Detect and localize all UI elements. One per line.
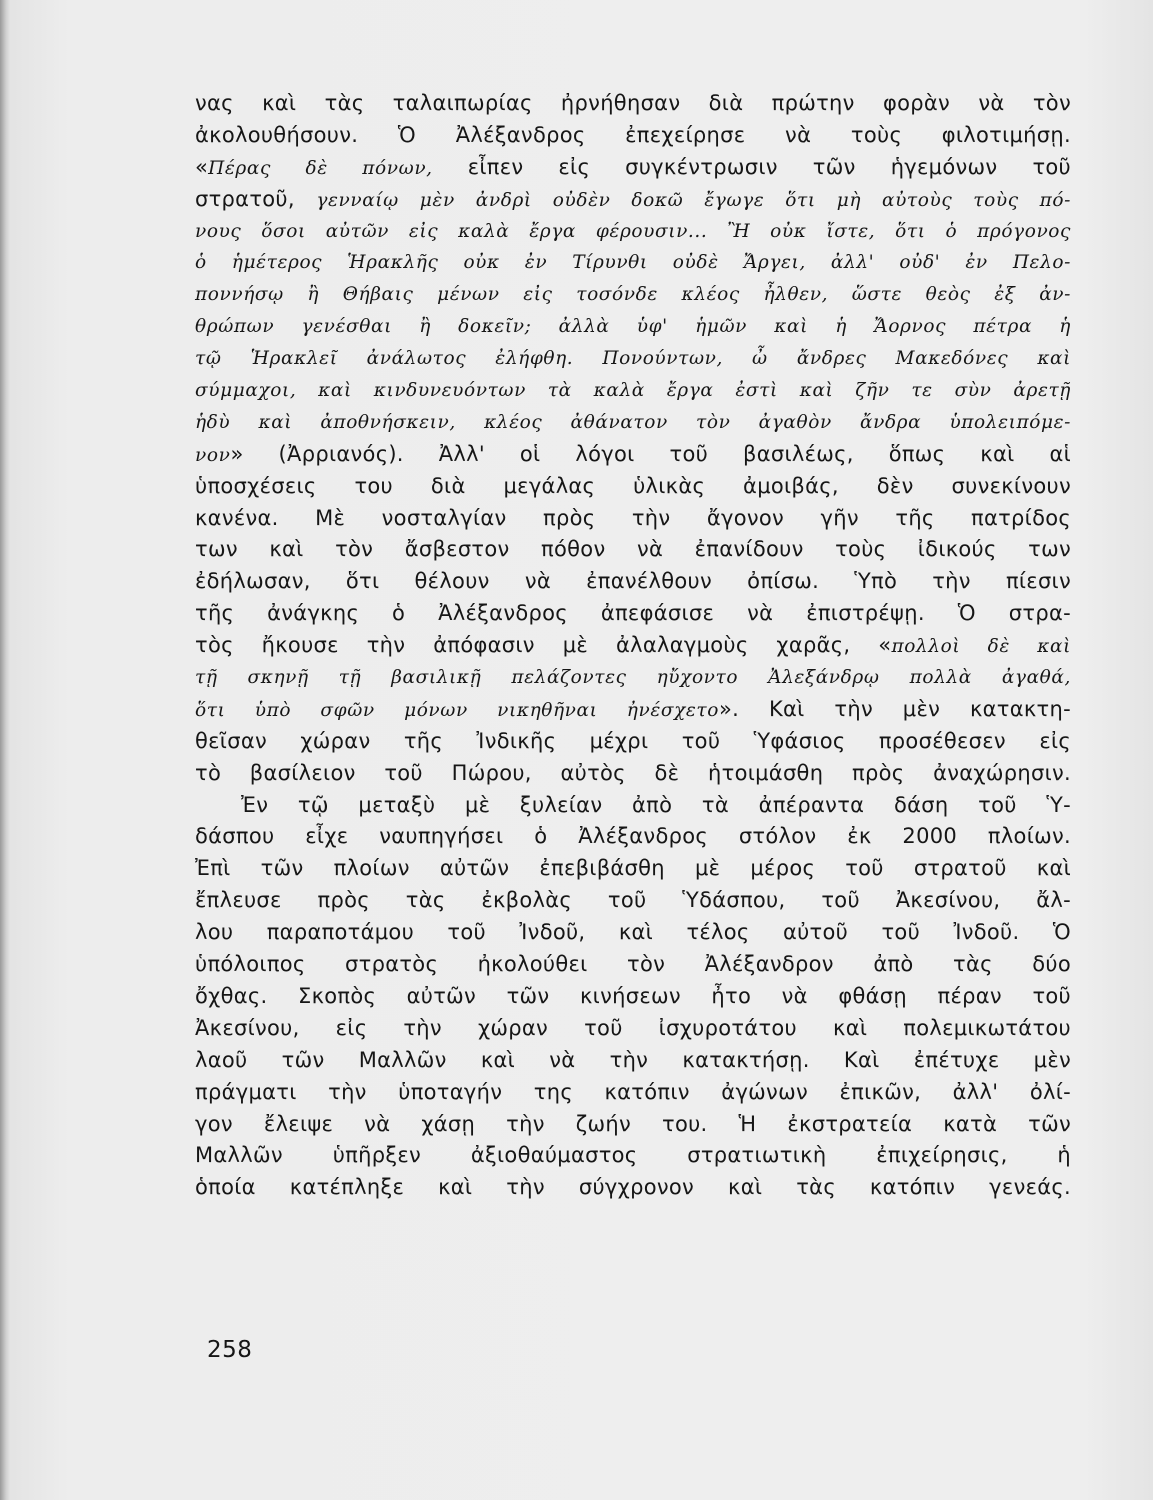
- text-line: γον ἔλειψε νὰ χάσῃ τὴν ζωήν του. Ἡ ἐκστρατεία κατὰ τῶν: [195, 1111, 1071, 1136]
- text-line: ἐδήλωσαν, ὅτι θέλουν νὰ ἐπανέλθουν ὀπίσω. Ὑπὸ τὴν πίεσιν: [195, 569, 1071, 594]
- text-line: πράγματι τὴν ὑποταγήν της κατόπιν ἀγώνων ἐπικῶν, ἀλλ' ὀλί-: [195, 1079, 1071, 1104]
- text-line: δάσπου εἶχε ναυπηγήσει ὁ Ἀλέξανδρος στόλον ἐκ 2000 πλοίων.: [195, 824, 1071, 849]
- text-line: Ἐπὶ τῶν πλοίων αὐτῶν ἐπεβιβάσθη μὲ μέρος τοῦ στρατοῦ καὶ: [195, 856, 1071, 881]
- text-line: ὄχθας. Σκοπὸς αὐτῶν τῶν κινήσεων ἦτο νὰ φθάσῃ πέραν τοῦ: [195, 983, 1071, 1008]
- text-line: νους ὅσοι αὐτῶν εἰς καλὰ ἔργα φέρουσιν... Ἢ οὐκ ἴστε, ὅτι ὁ πρόγονος: [195, 220, 1071, 242]
- text-line: Μαλλῶν ὑπῆρξεν ἀξιοθαύμαστος στρατιωτικὴ ἐπιχείρησις, ἡ: [195, 1143, 1071, 1168]
- text-span: στρατοῦ,: [195, 186, 317, 211]
- text-line: ἀκολουθήσουν. Ὁ Ἀλέξανδρος ἐπεχείρησε νὰ τοὺς φιλοτιμήσῃ.: [195, 122, 1071, 147]
- text-line: σύμμαχοι, καὶ κινδυνευόντων τὰ καλὰ ἔργα ἐστὶ καὶ ζῆν τε σὺν ἀρετῇ: [195, 380, 1071, 402]
- page-edge-shadow: [0, 0, 10, 1500]
- text-line: [195, 184, 1071, 216]
- text-line: κανένα. Μὲ νοσταλγίαν πρὸς τὴν ἄγονον γῆν τῆς πατρίδος: [195, 505, 1071, 530]
- text-line: λου παραποτάμου τοῦ Ἰνδοῦ, καὶ τέλος αὐτοῦ τοῦ Ἰνδοῦ. Ὁ: [195, 920, 1071, 945]
- text-span: τὸς ἤκουσε τὴν ἀπόφασιν μὲ ἀλαλαγμοὺς χαρᾶς, «: [195, 633, 892, 658]
- text-line: τὸ βασίλειον τοῦ Πώρου, αὐτὸς δὲ ἡτοιμάσθη πρὸς ἀναχώρησιν.: [195, 760, 1071, 785]
- text-line: ὁποία κατέπληξε καὶ τὴν σύγχρονον καὶ τὰς κατόπιν γενεάς.: [195, 1175, 1071, 1200]
- text-line: [195, 694, 1071, 726]
- text-line: ποννήσῳ ἢ Θήβαις μένων εἰς τοσόνδε κλέος ἦλθεν, ὥστε θεὸς ἐξ ἀν-: [195, 284, 1071, 306]
- text-line: [195, 439, 1071, 471]
- text-line: τῆς ἀνάγκης ὁ Ἀλέξανδρος ἀπεφάσισε νὰ ἐπιστρέψῃ. Ὁ στρα-: [195, 601, 1071, 626]
- text-line: των καὶ τὸν ἄσβεστον πόθον νὰ ἐπανίδουν τοὺς ἰδικούς των: [195, 537, 1071, 562]
- text-line: θεῖσαν χώραν τῆς Ἰνδικῆς μέχρι τοῦ Ὑφάσιος προσέθεσεν εἰς: [195, 728, 1071, 753]
- text-line: ἡδὺ καὶ ἀποθνήσκειν, κλέος ἀθάνατον τὸν ἀγαθὸν ἄνδρα ὑπολειπόμε-: [195, 411, 1071, 433]
- text-span: » (Ἀρριανός). Ἀλλ' οἱ λόγοι τοῦ βασιλέως, ὅπως καὶ αἱ: [230, 441, 1071, 466]
- text-line: τῷ Ἡρακλεῖ ἀνάλωτος ἐλήφθη. Πονούντων, ὦ ἄνδρες Μακεδόνες καὶ: [195, 348, 1071, 370]
- text-line: Ἐν τῷ μεταξὺ μὲ ξυλείαν ἀπὸ τὰ ἀπέραντα δάση τοῦ Ὑ-: [241, 792, 1071, 817]
- quoted-text: Πέρας δὲ πόνων,: [208, 157, 433, 179]
- text-span: «: [195, 154, 209, 179]
- quoted-text: γενναίῳ μὲν ἀνδρὶ οὐδὲν δοκῶ ἔγωγε ὅτι μὴ αὐτοὺς τοὺς πό-: [316, 189, 1071, 211]
- text-span: ». Καὶ τὴν μὲν κατακτη-: [719, 696, 1071, 721]
- text-line: [195, 152, 1071, 184]
- text-line: λαοῦ τῶν Μαλλῶν καὶ νὰ τὴν κατακτήσῃ. Καὶ ἐπέτυχε μὲν: [195, 1047, 1071, 1072]
- body-text: [195, 88, 1071, 1204]
- text-line: νας καὶ τὰς ταλαιπωρίας ἠρνήθησαν διὰ πρώτην φορὰν νὰ τὸν: [195, 91, 1071, 115]
- text-line: ὑποσχέσεις του διὰ μεγάλας ὑλικὰς ἀμοιβάς, δὲν συνεκίνουν: [195, 473, 1071, 498]
- text-span: εἶπεν εἰς συγκέντρωσιν τῶν ἡγεμόνων τοῦ: [432, 154, 1072, 179]
- text-line: [195, 630, 1071, 662]
- text-line: Ἀκεσίνου, εἰς τὴν χώραν τοῦ ἰσχυροτάτου καὶ πολεμικωτάτου: [195, 1015, 1071, 1040]
- text-line: τῇ σκηνῇ τῇ βασιλικῇ πελάζοντες ηὔχοντο Ἀλεξάνδρῳ πολλὰ ἀγαθά,: [195, 667, 1071, 689]
- text-line: ἔπλευσε πρὸς τὰς ἐκβολὰς τοῦ Ὑδάσπου, τοῦ Ἀκεσίνου, ἄλ-: [195, 888, 1071, 913]
- text-line: ὑπόλοιπος στρατὸς ἠκολούθει τὸν Ἀλέξανδρον ἀπὸ τὰς δύο: [195, 952, 1071, 977]
- quoted-text: πολλοὶ δὲ καὶ: [891, 636, 1071, 658]
- text-line: θρώπων γενέσθαι ἢ δοκεῖν; ἀλλὰ ὑφ' ἡμῶν καὶ ἡ Ἄορνος πέτρα ἡ: [195, 316, 1071, 338]
- text-line: ὁ ἡμέτερος Ἡρακλῆς οὐκ ἐν Τίρυνθι οὐδὲ Ἄργει, ἀλλ' οὐδ' ἐν Πελο-: [195, 252, 1071, 274]
- page-number: 258: [207, 1337, 253, 1363]
- quoted-text: νον: [195, 444, 231, 466]
- quoted-text: ὅτι ὑπὸ σφῶν μόνων νικηθῆναι ἠνέσχετο: [195, 699, 719, 721]
